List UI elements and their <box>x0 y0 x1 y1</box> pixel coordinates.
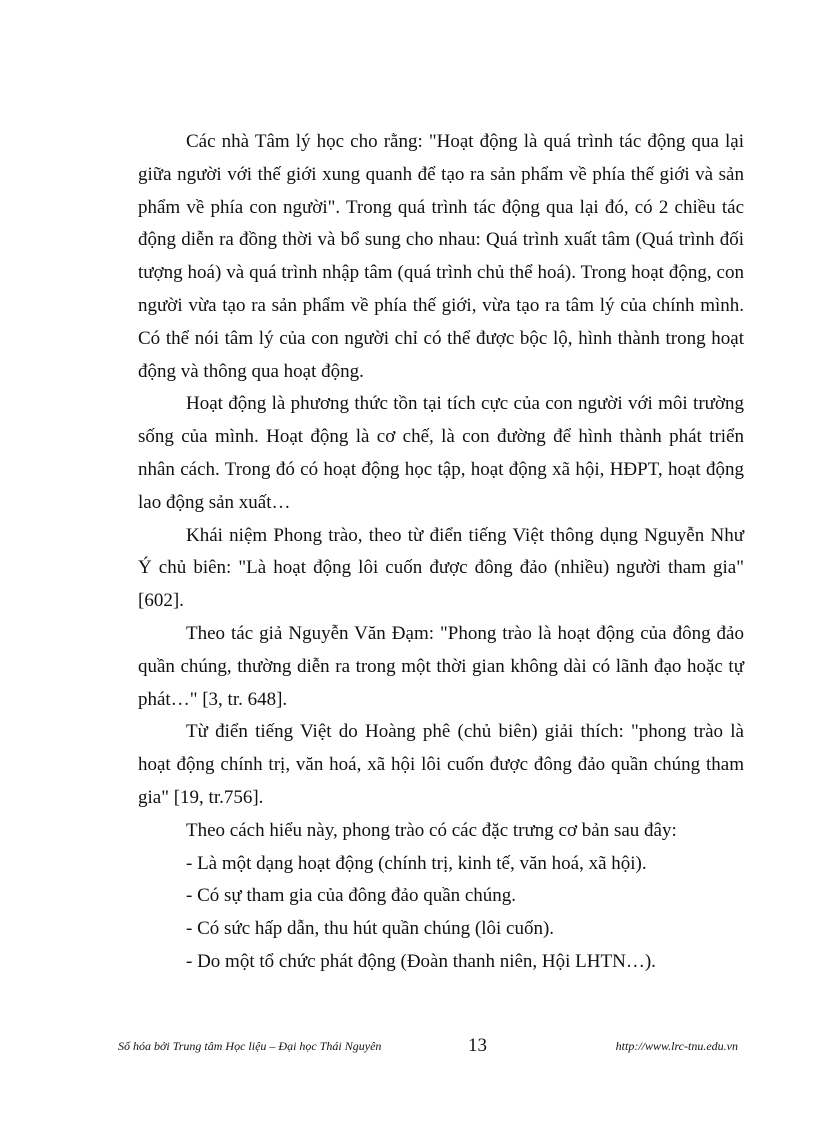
paragraph-nguyen-van-dam: Theo tác giả Nguyễn Văn Đạm: "Phong trào là hoạt động của đông đảo quần chúng, thường diễn ra trong một thời gian không dài có lãnh đạo hoặc tự phát…" [3, tr. 648]. <box>138 622 744 710</box>
paragraph-activity-definition: Các nhà Tâm lý học cho rằng: "Hoạt động là quá trình tác động qua lại giữa người với thế giới xung quanh để tạo ra sản phẩm về phía thế giới và sản phẩm về phía con người". Trong quá trình tác động qua lại đó, có 2 chiều tác động diễn ra đồng thời và bổ sung cho nhau: Quá trình xuất tâm (Quá trình đối tượng hoá) và quá trình nhập tâm (quá trình chủ thể hoá). Trong hoạt động, con người vừa tạo ra sản phẩm về phía thế giới, vừa tạo ra tâm lý của chính mình. Có thể nói tâm lý của con người chỉ có thể được bộc lộ, hình thành trong hoạt động và thông qua hoạt động. <box>138 131 744 382</box>
page-footer <box>118 1035 738 1065</box>
paragraph-movement-concept: Khái niệm Phong trào, theo từ điển tiếng Việt thông dụng Nguyễn Như Ý chủ biên: "Là hoạt động lôi cuốn được đông đảo (nhiều) người tham gia" [602]. <box>138 524 744 612</box>
paragraph-activity-role: Hoạt động là phương thức tồn tại tích cực của con người với môi trường sống của mình. Hoạt động là cơ chế, là con đường để hình thành phát triển nhân cách. Trong đó có hoạt động học tập, hoạt động xã hội, HĐPT, hoạt động lao động sản xuất… <box>138 393 744 513</box>
list-item: - Do một tổ chức phát động (Đoàn thanh niên, Hội LHTN…). <box>186 950 656 972</box>
footer-url: http://www.lrc-tnu.edu.vn <box>615 1039 738 1053</box>
paragraph-characteristics-intro: Theo cách hiểu này, phong trào có các đặc trưng cơ bản sau đây: <box>186 819 677 841</box>
footer-digitization-credit: Số hóa bởi Trung tâm Học liệu – Đại học Thái Nguyên <box>118 1039 382 1053</box>
page-number: 13 <box>468 1035 487 1056</box>
paragraph-hoang-phe: Từ điển tiếng Việt do Hoàng phê (chủ biên) giải thích: "phong trào là hoạt động chính trị, văn hoá, xã hội lôi cuốn được đông đảo quần chúng tham gia" [19, tr.756]. <box>138 721 744 808</box>
list-item: - Là một dạng hoạt động (chính trị, kinh tế, văn hoá, xã hội). <box>186 852 647 874</box>
list-item: - Có sự tham gia của đông đảo quần chúng. <box>186 885 517 907</box>
list-item: - Có sức hấp dẫn, thu hút quần chúng (lôi cuốn). <box>186 918 555 940</box>
page-body <box>138 126 744 979</box>
